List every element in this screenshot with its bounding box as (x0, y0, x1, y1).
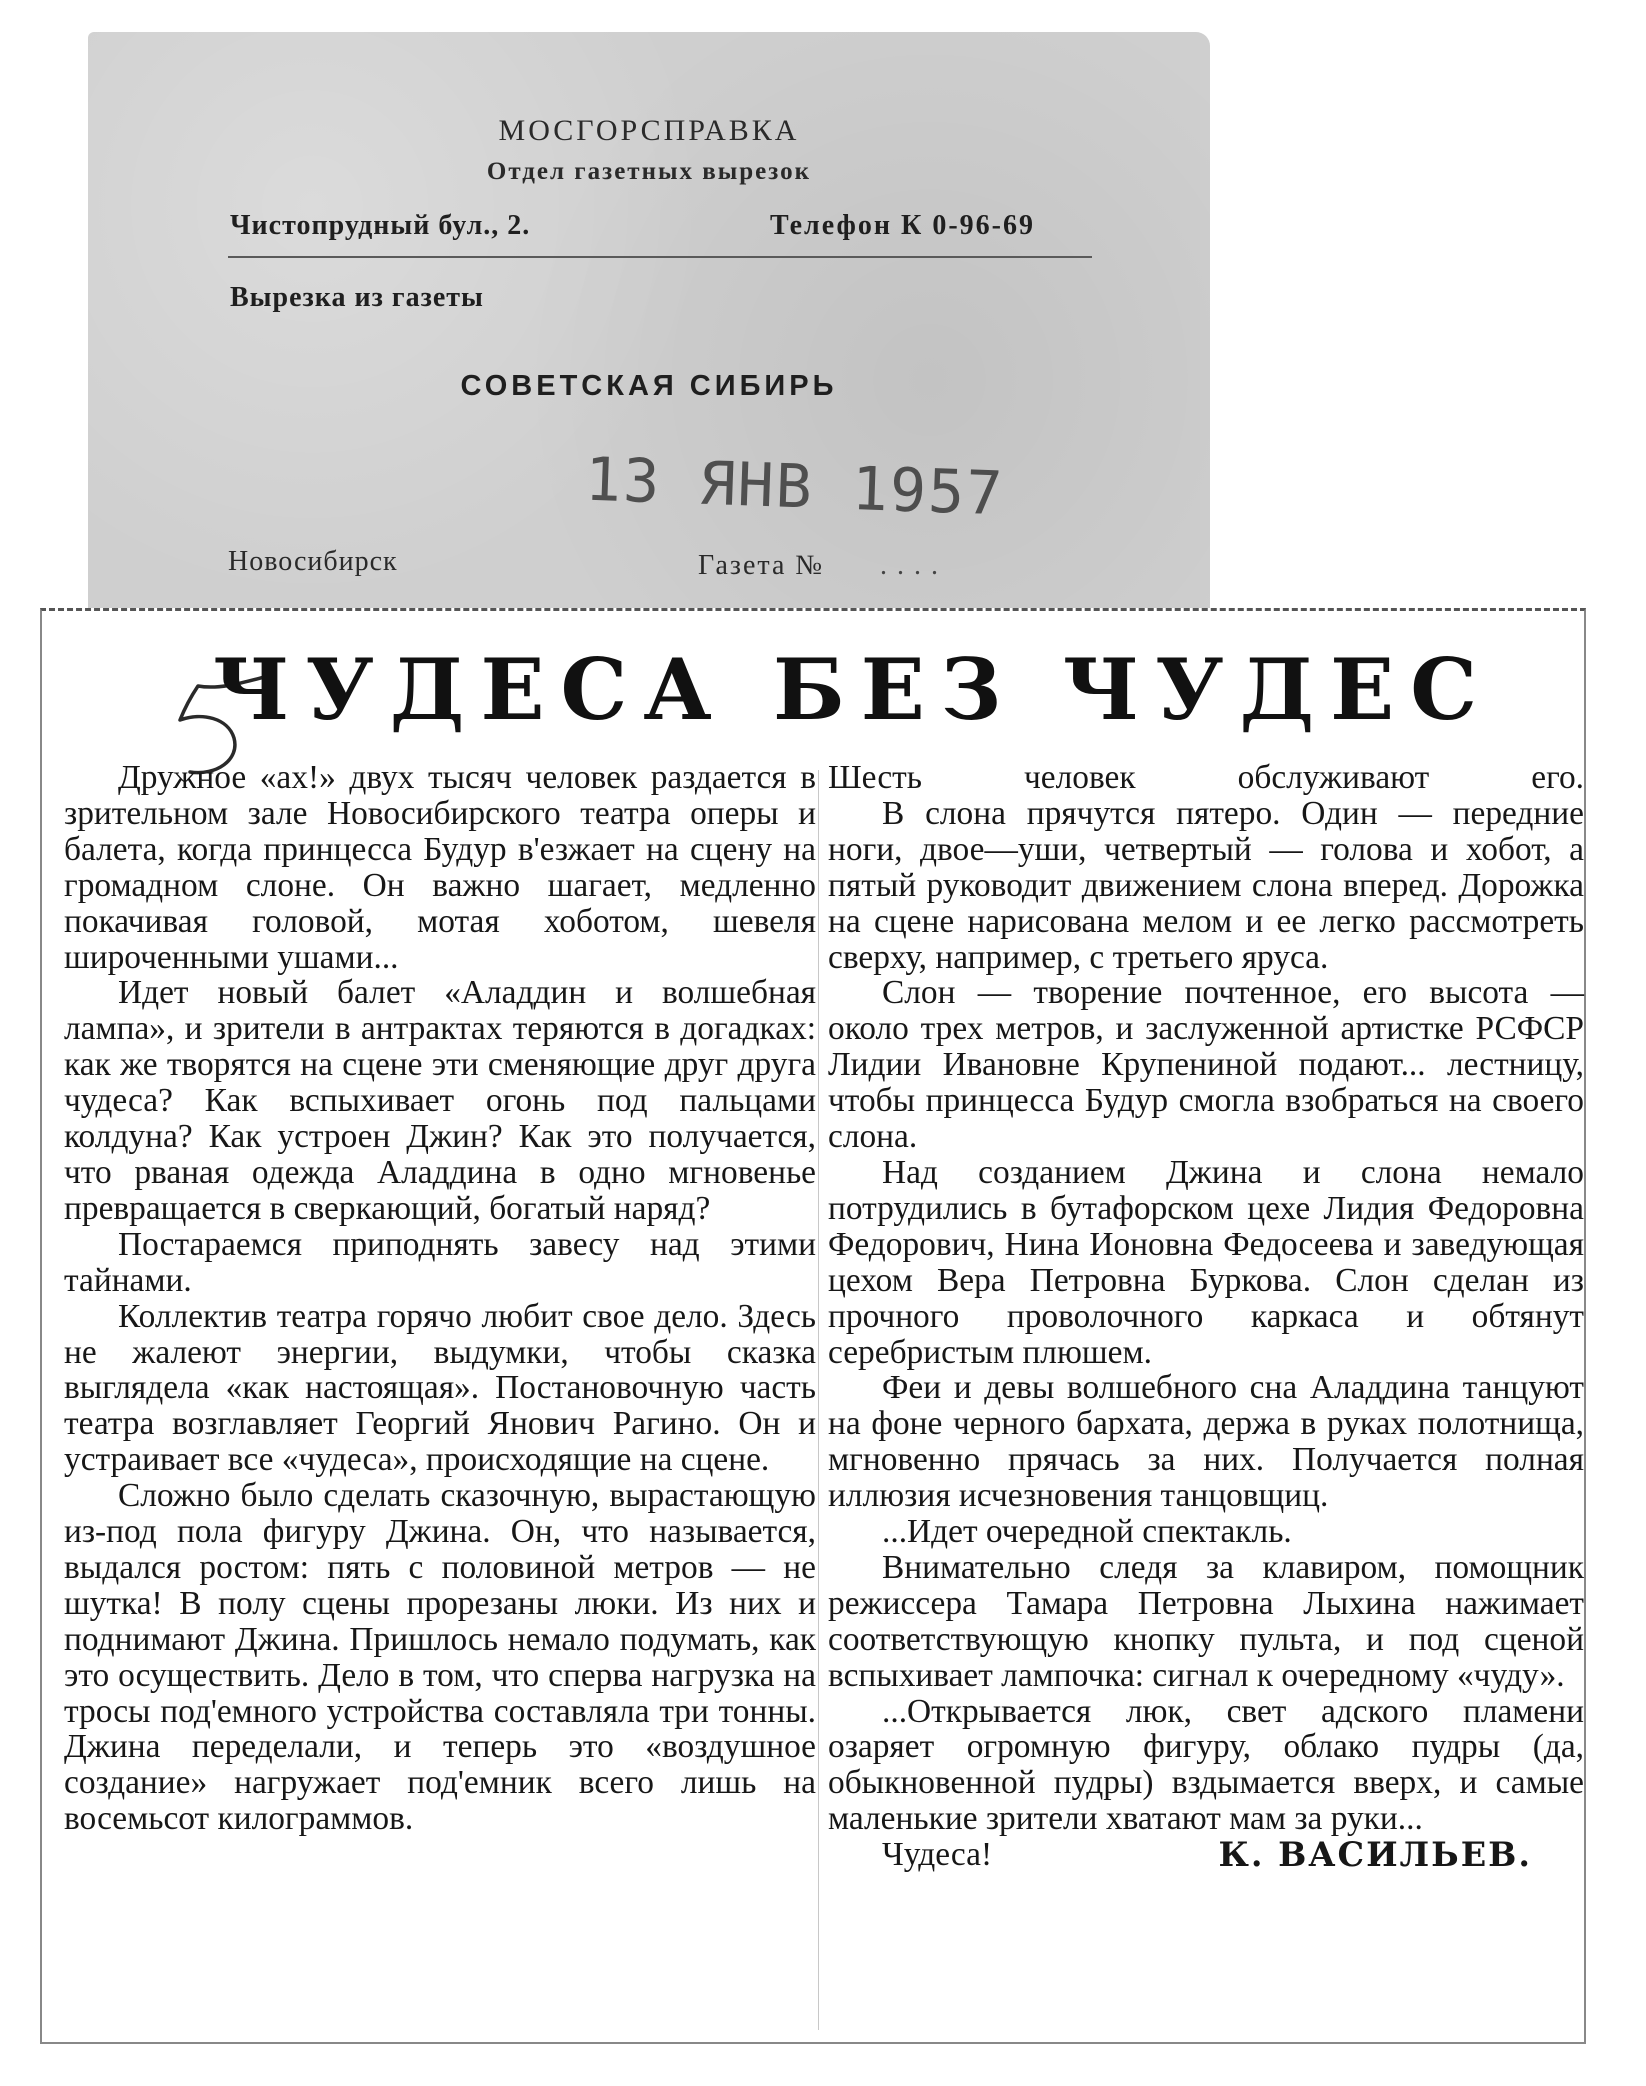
article-paragraph: ...Открывается люк, свет адского пламени озаряет огромную фигуру, облако пудры (да, обыкновенной пудры) вздымается вверх, и самые маленькие зрители хватают мам за руки... (828, 1692, 1584, 1838)
slip-organization: МОСГОРСПРАВКА (498, 114, 800, 147)
article-paragraph: Коллектив театра горячо любит свое дело. Здесь не жалеют энергии, выдумки, чтобы сказка выглядела «как настоящая». Постановочную часть театра возглавляет Георгий Янович Рагино. Он и устраивает все «чудеса», происходящие на сцене. (64, 1297, 816, 1479)
article-paragraph: Идет новый балет «Аладдин и волшебная лампа», и зрители в антрактах теряются в догадках: как же творятся на сцене эти сменяющие друг друга чудеса? Как вспыхивает огонь под пальцами колдуна? Как устроен Джин? Как это получается, что рваная одежда Аладдина в одно мгновенье превращается в сверкающий, богатый наряд? (64, 974, 816, 1227)
article-paragraph: Феи и девы волшебного сна Аладдина танцуют на фоне черного бархата, держа в руках полотнища, мгновенно прячась за них. Получается полная иллюзия исчезновения танцовщиц. (828, 1369, 1584, 1515)
article-closing: Чудеса! (882, 1836, 993, 1874)
article-paragraph: Постараемся приподнять завесу над этими тайнами. (64, 1225, 816, 1299)
article-signoff (828, 1837, 1584, 1873)
slip-cutting-label: Вырезка из газеты (230, 282, 484, 313)
clipping-service-slip (88, 32, 1210, 612)
article-paragraph: Внимательно следя за клавиром, помощник режиссера Тамара Петровна Лыхина нажимает соответствующую кнопку пульта, и под сценой вспыхивает лампочка: сигнал к очередному «чуду». (828, 1548, 1584, 1694)
slip-city: Новосибирск (228, 546, 398, 577)
article-paragraph: Слон — творение почтенное, его высота — около трех метров, и заслуженной артистке РСФСР Лидии Ивановне Крупениной подают... лестницу, чтобы принцесса Будур смогла взобраться на своего слона. (828, 974, 1584, 1156)
article-author: К. ВАСИЛЬЕВ. (1218, 1835, 1532, 1875)
article-title: ЧУДЕСА БЕЗ ЧУДЕС (212, 640, 1494, 739)
article-paragraph: В слона прячутся пятеро. Один — передние ноги, двое—уши, четвертый — голова и хобот, а пятый руководит движением слона вперед. Дорожка на сцене нарисована мелом и ее легко рассмотреть сверху, например, с третьего яруса. (828, 794, 1584, 976)
article-column-left (64, 760, 816, 1837)
article-paragraph: ...Идет очередной спектакль. (882, 1513, 1292, 1551)
slip-number-label: Газета № (698, 550, 825, 581)
slip-date-stamp: 13 ЯНВ 1957 (583, 444, 1006, 530)
slip-divider (228, 256, 1092, 258)
article-column-right (828, 760, 1584, 1873)
article-paragraph: Над созданием Джина и слона немало потрудились в бутафорском цехе Лидия Федоровна Федорович, Нина Ионовна Федосеева и заведующая цехом Вера Петровна Буркова. Слон сделан из прочного проволочного каркаса и обтянут серебристым плюшем. (828, 1153, 1584, 1371)
slip-address: Чистопрудный бул., 2. (230, 210, 531, 241)
slip-newspaper-name: СОВЕТСКАЯ СИБИРЬ (460, 370, 838, 402)
slip-department: Отдел газетных вырезок (486, 158, 812, 185)
slip-number-blank: .... (880, 550, 948, 581)
article-paragraph-continuation: Шесть человек обслуживают его. (828, 759, 1584, 796)
column-divider (818, 770, 819, 2030)
slip-phone: Телефон К 0-96-69 (770, 210, 1035, 241)
article-paragraph: Дружное «ах!» двух тысяч человек раздается в зрительном зале Новосибирского театра оперы и балета, когда принцесса Будур в'езжает на сцену на громадном слоне. Он важно шагает, медленно покачивая головой, мотая хоботом, шевеля широченными ушами... (64, 759, 816, 976)
article-paragraph: Сложно было сделать сказочную, вырастающую из-под пола фигуру Джина. Он, что называется, выдался ростом: пять с половиной метров — не шутка! В полу сцены прорезаны люки. Из них и поднимают Джина. Пришлось немало подумать, как это осуществить. Дело в том, что сперва нагрузка на тросы под'емного устройства составляла три тонны. Джина переделали, и теперь это «воздушное создание» нагружает под'емник всего лишь на восемьсот килограммов. (64, 1477, 816, 1838)
